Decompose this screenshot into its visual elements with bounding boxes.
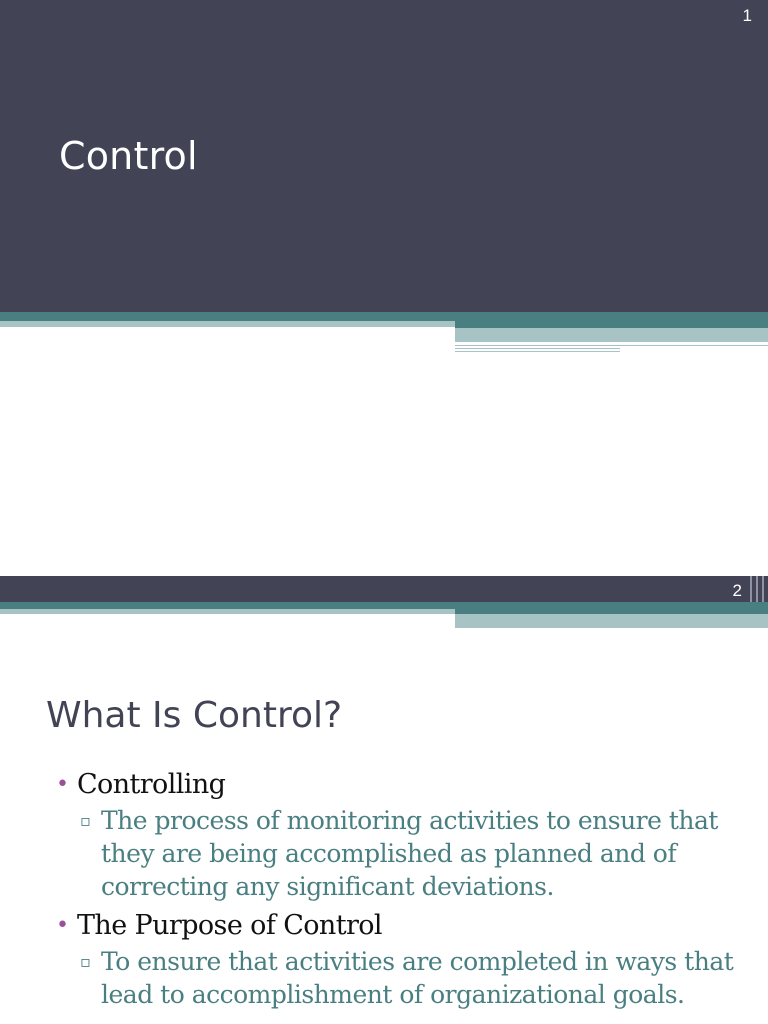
bullet-list	[0, 766, 768, 1011]
sub-bullet-text: To ensure that activities are completed in ways that lead to accomplishment of organizational goals.	[101, 947, 734, 1009]
bullet-dot-icon: •	[56, 772, 69, 797]
decor-line	[455, 348, 620, 349]
bullet-label: Controlling	[77, 769, 226, 800]
decor-line	[750, 576, 752, 602]
accent-stripe	[0, 602, 455, 609]
accent-stripe	[455, 328, 768, 342]
decor-line	[756, 576, 758, 602]
accent-stripe	[0, 321, 455, 327]
slide-2	[0, 576, 768, 1024]
slide-heading: What Is Control?	[46, 695, 343, 736]
slide-title: Control	[59, 134, 198, 178]
bullet-label: The Purpose of Control	[77, 910, 382, 941]
accent-stripe	[455, 614, 768, 628]
bullet-dot-icon: •	[56, 913, 69, 938]
slide-number: 1	[742, 6, 752, 25]
sub-bullet-square-icon: ▫	[80, 952, 91, 971]
decor-line	[762, 576, 764, 602]
decor-line	[455, 345, 768, 346]
decor-line	[455, 351, 620, 352]
slide-header-band	[0, 576, 768, 602]
sub-bullet-item	[0, 945, 768, 1011]
accent-stripe	[0, 312, 455, 321]
sub-bullet-square-icon: ▫	[80, 811, 91, 830]
bullet-item	[0, 766, 768, 804]
slide-number: 2	[732, 581, 742, 600]
sub-bullet-item	[0, 804, 768, 903]
accent-stripe	[455, 602, 768, 614]
accent-stripe	[0, 609, 455, 614]
bullet-item	[0, 907, 768, 945]
accent-stripe	[455, 312, 768, 328]
sub-bullet-text: The process of monitoring activities to ensure that they are being accomplished as planned and of correcting any significant deviations.	[101, 806, 718, 901]
